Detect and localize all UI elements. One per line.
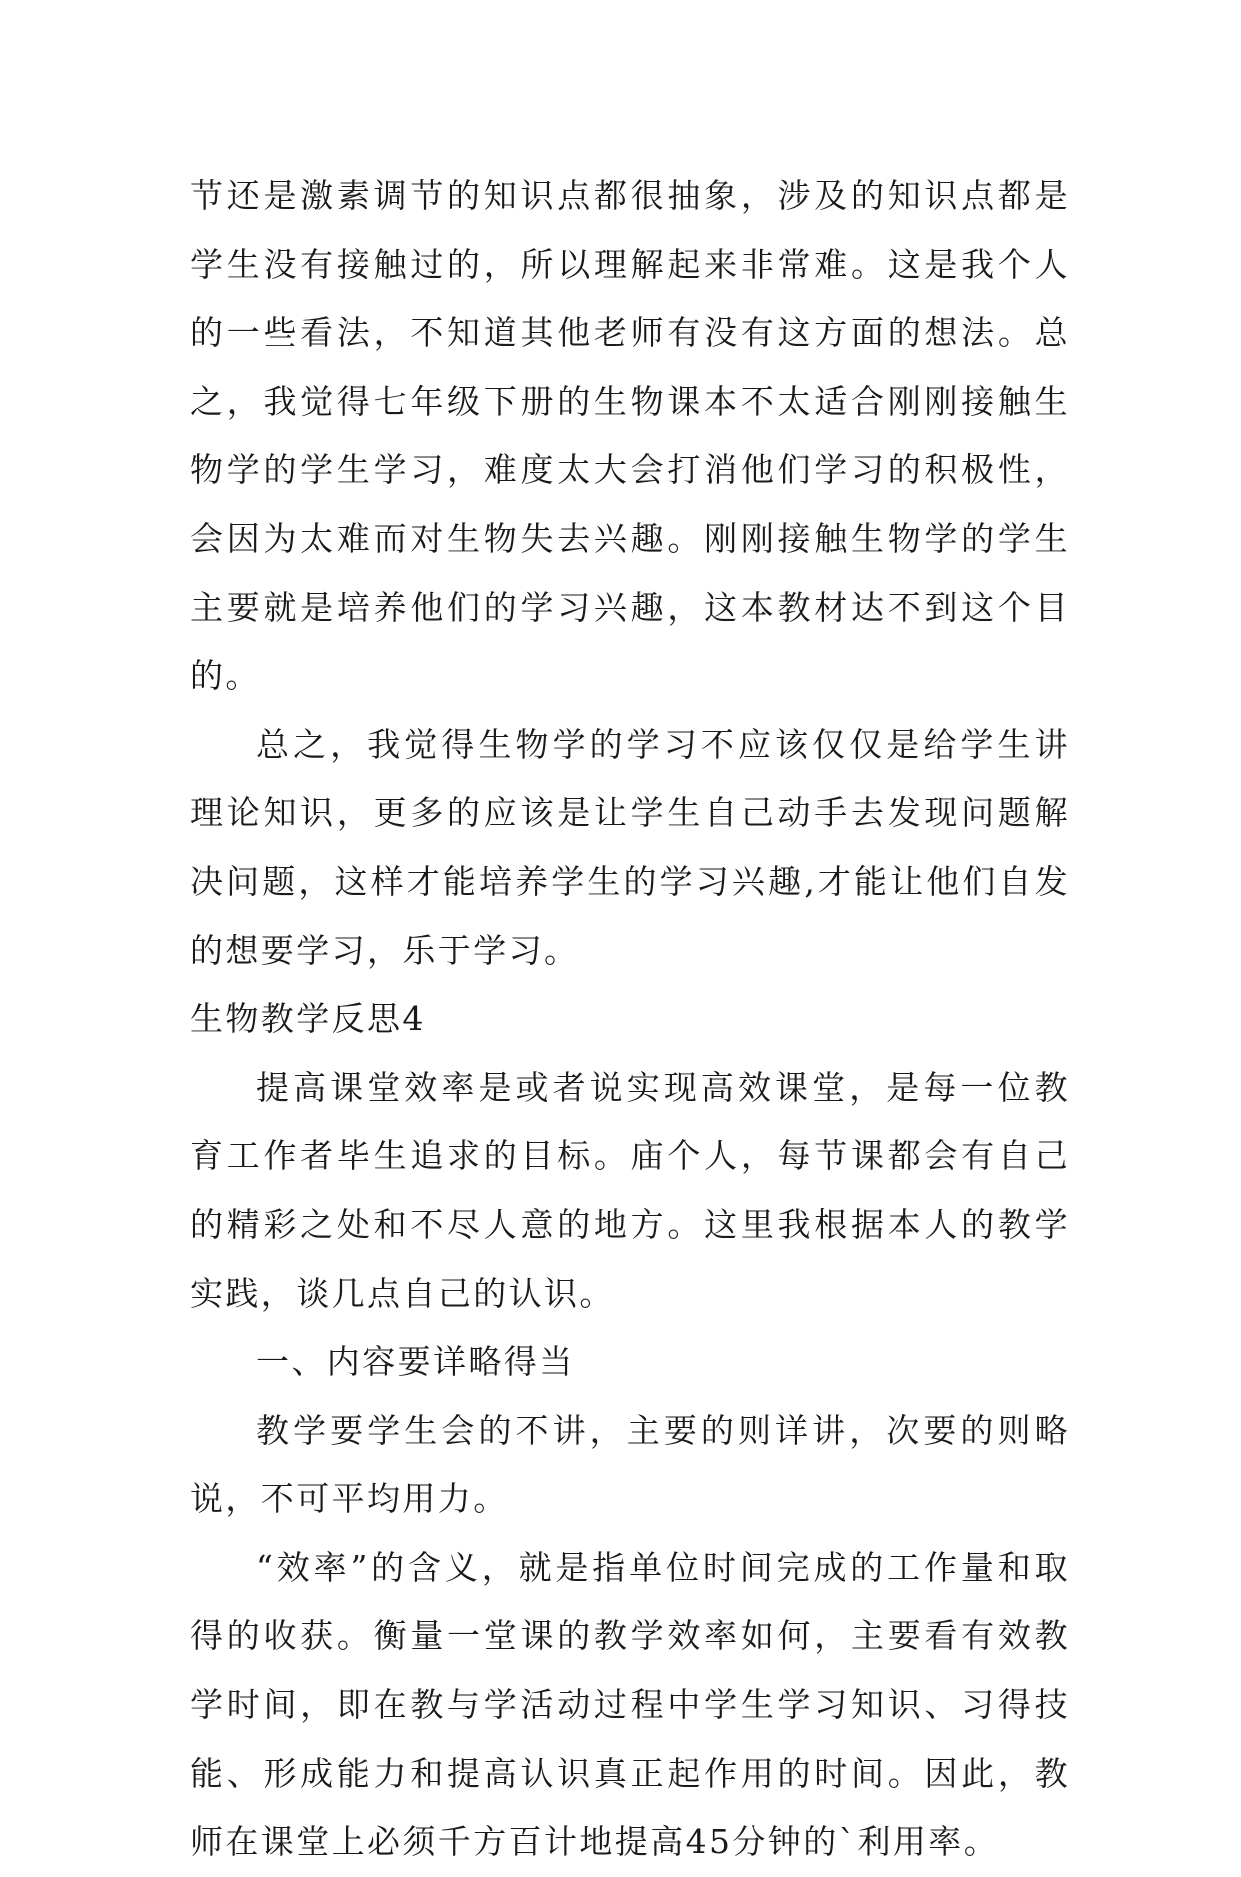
section-heading: 生物教学反思4: [190, 999, 426, 1039]
paragraph-content-detail: 教学要学生会的不讲，主要的则详讲，次要的则略说，不可平均用力。: [190, 1410, 1070, 1519]
paragraph-summary: 总之，我觉得生物学的学习不应该仅仅是给学生讲理论知识，更多的应该是让学生自己动手去发现问题解决问题，这样才能培养学生的学习兴趣,才能让他们自发的想要学习，乐于学习。: [190, 724, 1070, 970]
paragraph-efficiency: “效率”的含义，就是指单位时间完成的工作量和取得的收获。衡量一堂课的教学效率如何，主要看有效教学时间，即在教与学活动过程中学生学习知识、习得技能、形成能力和提高认识真正起作用的时间。因此，教师在课堂上必须千方百计地提高45分钟的`利用率。: [190, 1547, 1070, 1862]
paragraph-continuation: 节还是激素调节的知识点都很抽象，涉及的知识点都是学生没有接触过的，所以理解起来非常难。这是我个人的一些看法，不知道其他老师有没有这方面的想法。总之，我觉得七年级下册的生物课本不太适合刚刚接触生物学的学生学习，难度太大会打消他们学习的积极性，会因为太难而对生物失去兴趣。刚刚接触生物学的学生主要就是培养他们的学习兴趣，这本教材达不到这个目的。: [190, 176, 1070, 696]
document-body: [190, 162, 1070, 1877]
subheading: 一、内容要详略得当: [256, 1342, 575, 1382]
paragraph-intro: 提高课堂效率是或者说实现高效课堂，是每一位教育工作者毕生追求的目标。庙个人，每节课都会有自己的精彩之处和不尽人意的地方。这里我根据本人的教学实践，谈几点自己的认识。: [190, 1067, 1070, 1313]
